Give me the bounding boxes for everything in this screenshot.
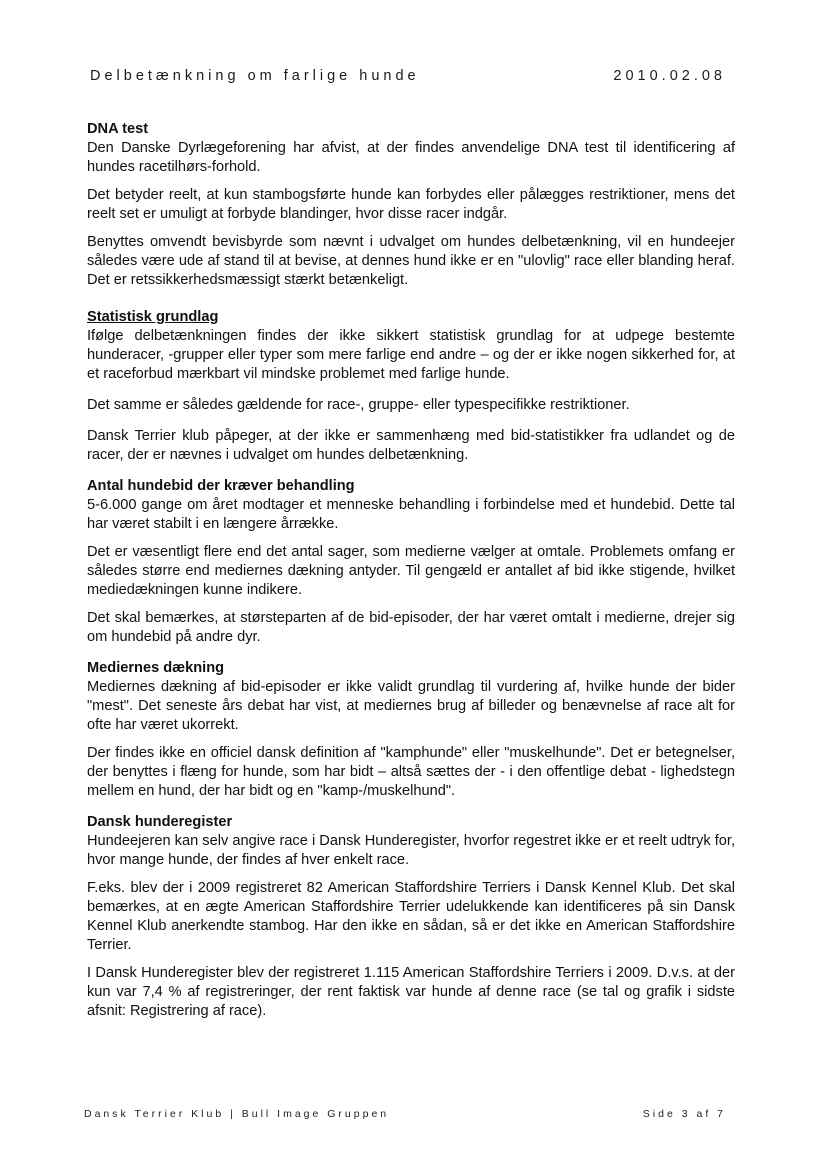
section-title-statistisk-grundlag: Statistisk grundlag (87, 309, 219, 325)
document-body (87, 120, 735, 1030)
dna-paragraph-1: Den Danske Dyrlægeforening har afvist, at der findes anvendelige DNA test til identificering af hundes racetilhørs-forhold. (87, 140, 735, 175)
register-paragraph-1: Hundeejeren kan selv angive race i Dansk Hunderegister, hvorfor regestret ikke er et reelt udtryk for, hvor mange hunde, der findes af hver enkelt race. (87, 833, 735, 868)
section-title-dansk-hunderegister: Dansk hunderegister (87, 814, 233, 830)
footer-page-number: Side 3 af 7 (642, 1108, 726, 1120)
section-dansk-hunderegister (87, 813, 735, 1021)
section-dna-test (87, 120, 735, 290)
register-paragraph-3: I Dansk Hunderegister blev der registreret 1.115 American Staffordshire Terriers i 2009. D.v.s. at der kun var 7,4 % af registreringer, der rent faktisk var hunde af denne race (se tal og grafik i sidste afsnit: Registrering af race). (87, 965, 735, 1019)
hundebid-paragraph-3: Det skal bemærkes, at størsteparten af de bid-episoder, der har været omtalt i medierne, drejer sig om hundebid på andre dyr. (87, 610, 735, 645)
statistik-paragraph-1: Ifølge delbetænkningen findes der ikke sikkert statistisk grundlag for at udpege bestemte hunderacer, -grupper eller typer som mere farlige end andre – og der er ikke nogen sikkerhed for, at et raceforbud mærkbart vil mindske problemet med farlige hunde. (87, 328, 735, 382)
section-title-dna-test: DNA test (87, 121, 149, 137)
register-paragraph-2: F.eks. blev der i 2009 registreret 82 American Staffordshire Terriers i Dansk Kennel Klub. Det skal bemærkes, at en ægte American Staffordshire Terrier udelukkende kan identificeres på sin Dansk Kennel Klub anerkendte stambog. Har den ikke en sådan, så er det ikke en American Staffordshire Terrier. (87, 880, 735, 953)
dna-paragraph-3: Benyttes omvendt bevisbyrde som nævnt i udvalget om hundes delbetænkning, vil en hundeejer således være ude af stand til at bevise, at dennes hund ikke er en "ulovlig" race eller blanding heraf. Det er retssikkerhedsmæssigt stærkt betænkeligt. (87, 234, 735, 288)
medier-paragraph-2: Der findes ikke en officiel dansk definition af "kamphunde" eller "muskelhunde". Det er betegnelser, der benyttes i flæng for hunde, som har bidt – altså sættes der - i den offentlige debat - lighedstegn mellem en hund, der har bidt og en "kamp-/muskelhund". (87, 745, 735, 799)
page-footer (84, 1108, 726, 1120)
dna-paragraph-2: Det betyder reelt, at kun stambogsførte hunde kan forbydes eller pålægges restriktioner, mens det reelt set er umuligt at forbyde blandinger, hvor disse racer indgår. (87, 187, 735, 222)
hundebid-paragraph-2: Det er væsentligt flere end det antal sager, som medierne vælger at omtale. Problemets omfang er således større end mediernes dækning antyder. Til gengæld er antallet af bid ikke stigende, hvilket mediedækningen kunne indikere. (87, 544, 735, 598)
section-mediernes-daekning (87, 659, 735, 801)
footer-organization: Dansk Terrier Klub | Bull Image Gruppen (84, 1108, 390, 1120)
section-title-mediernes-daekning: Mediernes dækning (87, 660, 225, 676)
header-title: Delbetænkning om farlige hunde (90, 68, 420, 84)
page-header (90, 68, 726, 84)
section-antal-hundebid (87, 477, 735, 647)
section-title-antal-hundebid: Antal hundebid der kræver behandling (87, 478, 355, 494)
hundebid-paragraph-1: 5-6.000 gange om året modtager et menneske behandling i forbindelse med et hundebid. Dette tal har været stabilt i en længere årrække. (87, 497, 735, 532)
header-date: 2010.02.08 (613, 68, 726, 84)
statistik-paragraph-2: Det samme er således gældende for race-, gruppe- eller typespecifikke restriktioner. (87, 397, 630, 413)
section-statistisk-grundlag (87, 308, 735, 465)
statistik-paragraph-3: Dansk Terrier klub påpeger, at der ikke er sammenhæng med bid-statistikker fra udlandet og de racer, der er nævnes i udvalget om hundes delbetænkning. (87, 428, 735, 463)
medier-paragraph-1: Mediernes dækning af bid-episoder er ikke validt grundlag til vurdering af, hvilke hunde der bider "mest". Det seneste års debat har vist, at mediernes brug af billeder og benævnelse af race alt for ofte har været ukorrekt. (87, 679, 735, 733)
